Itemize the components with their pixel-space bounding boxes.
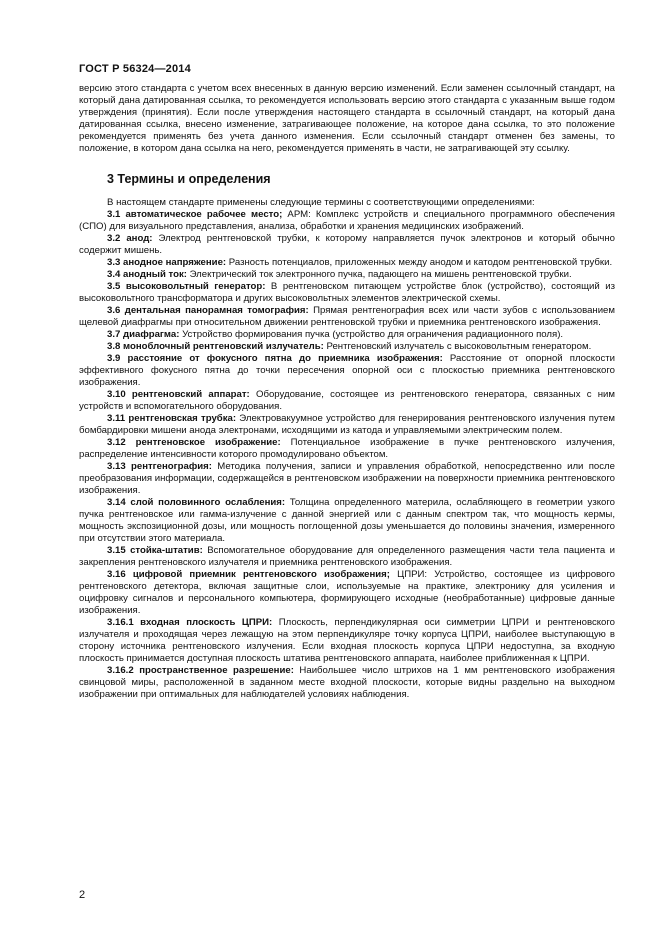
definition-text: Электровакуумное устройство для генерирования рентгеновского излучения путем бомбардировки мишени анода электронами, исходящими из катода и управляемыми электрическим полем. <box>79 413 615 436</box>
definition-3-8 <box>79 341 615 353</box>
definition-term: 3.12 рентгеновское изображение: <box>107 437 281 448</box>
definition-term: 3.3 анодное напряжение: <box>107 257 227 268</box>
definition-text: Рентгеновский излучатель с высоковольтным генератором. <box>323 341 592 352</box>
definition-3-7 <box>79 329 615 341</box>
document-header: ГОСТ Р 56324—2014 <box>79 63 191 75</box>
intro-paragraph-block <box>79 83 615 155</box>
definition-text: Устройство формирования пучка (устройство для ограничения радиационного поля). <box>179 329 564 340</box>
definition-term: 3.2 анод: <box>107 233 153 244</box>
definition-text: Потенциальное изображение в пучке рентгеновского излучения, распределение интенсивности которого промодулировано объектом. <box>79 437 615 460</box>
definition-text: Плоскость, перпендикулярная оси симметрии ЦПРИ и рентгеновского излучателя и проходящая через лежащую на этом перпендикуляре точку корпуса ЦПРИ, наиболее выступающую в сторону источника рентгеновского излучения. Если входная плоскость корпуса ЦПРИ недоступна, за входную плоскость принимается доступная плоскость штатива рентгеновского аппарата, наиболее приближенная к ЦПРИ. <box>79 617 615 664</box>
definitions-list <box>79 209 615 701</box>
definition-text: ЦПРИ: Устройство, состоящее из цифрового рентгеновского детектора, включая защитные слои, используемые на практике, электронику для усиления и оцифровку сигналов и персонального компьютера, формирующего исходные (необработанные) цифровые данные изображения. <box>79 569 615 616</box>
definition-term: 3.16.2 пространственное разрешение: <box>107 665 294 676</box>
definition-3-12 <box>79 437 615 461</box>
definition-3-11 <box>79 413 615 437</box>
definition-term: 3.16.1 входная плоскость ЦПРИ: <box>107 617 273 628</box>
definition-3-10 <box>79 389 615 413</box>
definition-text: Электрический ток электронного пучка, падающего на мишень рентгеновской трубки. <box>186 269 572 280</box>
definition-3-3 <box>79 257 615 269</box>
definition-text: В рентгеновском питающем устройстве блок (устройство), состоящий из высоковольтного трансформатора и других высоковольтных элементов электрической схемы. <box>79 281 615 304</box>
definition-3-14 <box>79 497 615 545</box>
definition-term: 3.6 дентальная панорамная томография: <box>107 305 309 316</box>
definition-text: Методика получения, записи и управления обработкой, непосредственно или после преобразования информации, содержащейся в рентгеновском изображении на поверхности приемника рентгеновского изображения. <box>79 461 615 496</box>
definition-term: 3.10 рентгеновский аппарат: <box>107 389 250 400</box>
definition-text: Электрод рентгеновской трубки, к которому направляется пучок электронов и который обычно содержит мишень. <box>79 233 615 256</box>
page-number: 2 <box>79 889 86 901</box>
definition-3-9 <box>79 353 615 389</box>
definition-term: 3.8 моноблочный рентгеновский излучатель: <box>107 341 324 352</box>
definition-3-16 <box>79 569 615 617</box>
definition-text: АРМ: Комплекс устройств и специального программного обеспечения (СПО) для визуального представления, анализа, обработки и хранения медицинских изображений. <box>79 209 615 232</box>
definition-term: 3.4 анодный ток: <box>107 269 187 280</box>
definition-term: 3.5 высоковольтный генератор: <box>107 281 266 292</box>
definition-term: 3.7 диафрагма: <box>107 329 180 340</box>
definition-term: 3.16 цифровой приемник рентгеновского изображения; <box>107 569 390 580</box>
definition-3-13 <box>79 461 615 497</box>
definition-text: Оборудование, состоящее из рентгеновского генератора, связанных с ним устройств и вспомогательного оборудования. <box>79 389 615 412</box>
section-lead: В настоящем стандарте применены следующие термины с соответствующими определениями: <box>107 197 535 208</box>
definition-text: Наибольшее число штрихов на 1 мм рентгеновского изображения свинцовой миры, расположенной в заданном месте входной плоскости, которые видны раздельно на выходном изображении при оптимальных для наблюдателей условиях наблюдения. <box>79 665 615 700</box>
definition-term: 3.11 рентгеновская трубка: <box>107 413 237 424</box>
definition-3-2 <box>79 233 615 257</box>
definition-text: Расстояние от опорной плоскости эффективного фокусного пятна до точки пересечения опорной оси с плоскостью приемника рентгеновского изображения. <box>79 353 616 388</box>
definition-3-1 <box>79 209 615 233</box>
definition-3-6 <box>79 305 615 329</box>
definition-text: Прямая рентгенография всех или части зубов с использованием щелевой диафрагмы при относительном движении рентгеновской трубки и приемника рентгеновского изображения. <box>79 305 615 328</box>
definition-3-4 <box>79 269 615 281</box>
intro-paragraph: версию этого стандарта с учетом всех внесенных в данную версию изменений. Если заменен ссылочный стандарт, на который дана датированная ссылка, то рекомендуется использовать версию этого стандарта с указанным выше годом утверждения (принятия). Если после утверждения настоящего стандарта в ссылочный стандарт, на который дана датированная ссылка, внесено изменение, затрагивающее положение, на которое дана ссылка, то это положение рекомендуется применять без учета данного изменения. Если ссылочный стандарт отменен без замены, то положение, в котором дана ссылка на него, рекомендуется применять в части, не затрагивающей эту ссылку. <box>79 83 615 154</box>
definition-3-16-1 <box>79 617 615 665</box>
section-title: 3 Термины и определения <box>107 172 271 186</box>
definition-term: 3.15 стойка-штатив: <box>107 545 203 556</box>
definition-3-16-2 <box>79 665 615 701</box>
definition-3-5 <box>79 281 615 305</box>
definition-text: Толщина определенного материла, ослабляющего в геометрии узкого пучка рентгеновское или гамма-излучение с данной энергией или с данным спектром так, что мощность кермы, мощность экспозиционной дозы, или мощность поглощенной дозы уменьшается до половины значения, измеренного при отсутствии этого материала. <box>79 497 615 544</box>
definition-text: Вспомогательное оборудование для определенного размещения части тела пациента и закрепления рентгеновского излучателя и приемника рентгеновского изображения. <box>79 545 615 568</box>
definition-term: 3.13 рентгенография: <box>107 461 212 472</box>
definition-term: 3.14 слой половинного ослабления: <box>107 497 286 508</box>
definition-3-15 <box>79 545 615 569</box>
definition-term: 3.1 автоматическое рабочее место; <box>107 209 283 220</box>
page-body <box>79 83 615 701</box>
definition-term: 3.9 расстояние от фокусного пятна до приемника изображения: <box>107 353 443 364</box>
definition-text: Разность потенциалов, приложенных между анодом и катодом рентгеновской трубки. <box>226 257 613 268</box>
